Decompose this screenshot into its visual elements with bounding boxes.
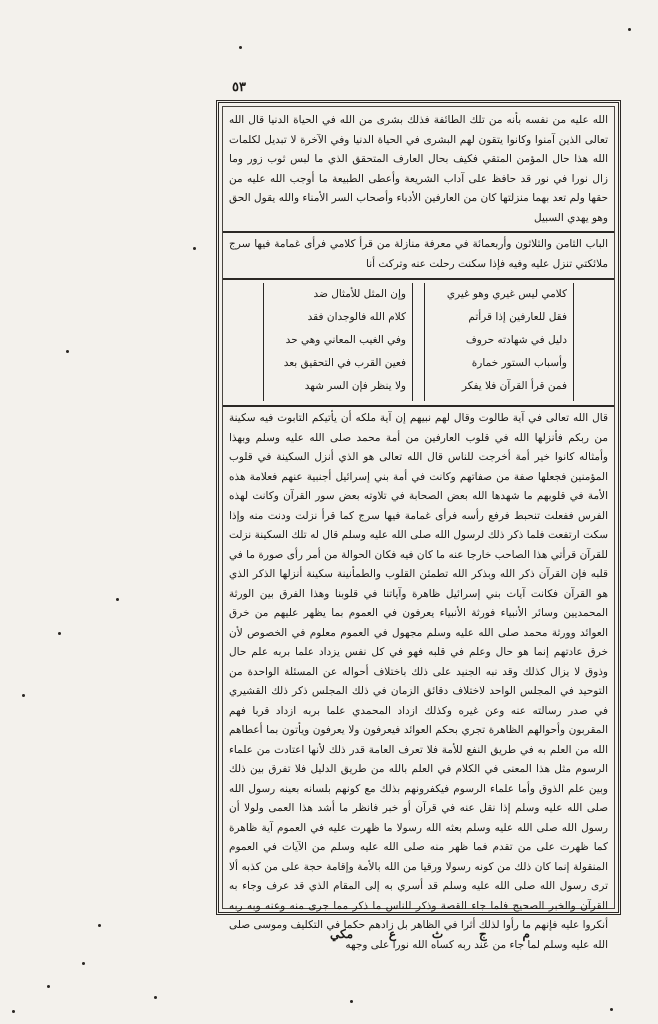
ink-speck <box>193 247 196 250</box>
verse-line: كلام الله فالوجدان فقد <box>307 311 406 323</box>
ink-speck <box>12 1010 15 1013</box>
ink-speck <box>628 28 631 31</box>
verse-line: فمن قرأ القرآن فلا يفكر <box>461 380 567 392</box>
ink-speck <box>154 996 157 999</box>
footer-mark: مكي <box>330 927 354 941</box>
poem-block <box>263 283 574 401</box>
verse-line: دليل في شهادته حروف <box>465 334 567 346</box>
page-number: ٥٣ <box>232 80 246 95</box>
footer-marks <box>330 922 530 946</box>
footer-mark: ث <box>431 927 444 941</box>
section-3-text: قال الله تعالى في آية طالوت وقال لهم نبيهم إن آية ملكه أن يأتيكم التابوت فيه سكينة من ربكم فأنزلها الله في قلوب العارفين من أمة محمد صلى الله عليه وسلم وبهذا وأمثاله كانوا خير أمة أخرجت للناس قال الله تعالى هو الذي أنزل السكينة في قلوب المؤمنين فجعلها صفة من صفاتهم وكانت في أمة بني إسرائيل أجنبية عنهم فعلامة هذه الأمة في قلوبهم ما شهدها الله بعض الصحابة في تلاوته بعض سور القرآن وكانت لهذه الفرس ففعلت تنحبط فرفع رأسه فرأى غمامة فيها سرج كما قرأ نزلت ودنت منه وإذا سكت ارتفعت فلما ذكر ذلك لرسول الله صلى الله عليه وسلم قال له تلك السكينة نزلت للقرآن قرأتي هذا الصاحب خارجا عنه ما كان فيه فكان الحوالة من أمر رأى صورة ما في قلبه فإن القرآن ذكر الله وبذكر الله تطمئن القلوب والطمأنينة سكينة أنزلها الذكر الذي هو القرآن فكانت آيات بني إسرائيل ظاهرة وآياتنا في قلوبنا وهذا الفرق بين الورثة المحمديين وسائر الأنبياء فورثة الأنبياء يعرفون في العموم بما يظهر عليهم من خرق العوائد وورثة محمد صلى الله عليه وسلم مجهول في العموم معلوم في الخصوص لأن خرق عادتهم إنما هو حال وعلم في قلبه فهو في كل نفس يزداد علما بربه علم حال وذوق لا يزال كذلك وقد نبه الجنيد على ذلك باختلاف أحواله عن المسئلة الواحدة من التوحيد في المجلس الواحد لاختلاف دقائق الزمان في ذلك المجلس ذكر ذلك القشيري في صدر رسالته عنه وعن غيره وكذلك ازداد المحمدي علما بربه ازداد قربا فهم المقربون وأحوالهم الظاهرة تجري بحكم العوائد فيعرفون ولا يعرفون ويأتون بما أعطاهم الله من العلم به في طريق النفع للأمة فلا تعرف العامة قدر ذلك لأنها اعتادت من علماء الرسوم مثل هذا المعنى في الكلام في العلم بالله من طريق الدليل فلا تفرق بين ذلك وبين علم الذوق وأما علماء الرسوم فيكفرونهم بذلك مع كونهم بلسانه بعينه رسول الله صلى الله عليه وسلم إذا نقل عنه في قرآن أو خبر فانظر ما أشد هذا العمى ولولا أن رسول الله صلى الله عليه وسلم بعثه الله رسولا ما ظهرت عليه في العموم آية ظاهرة كما ظهرت على من تقدم فما ظهر منه صلى الله عليه وسلم من الآيات في العموم المنقولة إنما كان ذلك من كونه رسولا ورقيا من الله بالأمة وإقامة حجة على من كذبه ألا ترى رسول الله صلى الله عليه وسلم قد أسري به إلى المقام الذي قد عرف وجاء به القرآن والخبر الصحيح فلما جاء القصة وذكر للناس ما ذكر مما جرى منه وعنه وبه ربه أنكروا عليه فإنهم ما رأوا لذلك أثرا في الظاهر بل زادهم حكما في التكليف وموسى صلى الله عليه وسلم لما جاء من عند ربه كساه الله نورا على وجهه <box>229 412 608 951</box>
section-divider <box>223 405 614 407</box>
poem-right-column <box>424 283 574 401</box>
verse-line: ولا ينظر فإن السر شهد <box>304 380 406 392</box>
footer-mark: ج <box>478 927 487 941</box>
ink-speck <box>350 1000 353 1003</box>
ink-speck <box>22 694 25 697</box>
section-1-text: الله عليه من نفسه بأنه من تلك الطائفة فذلك بشرى من الله في الحياة الدنيا قال الله تعالى الذين آمنوا وكانوا يتقون لهم البشرى في الحياة الدنيا وفي الآخرة لا تبديل لكلمات الله هذا حال المؤمن المتقي فكيف بحال العارف المتحقق الذي ما لبس ثوب زور وما زال نورا في نور قد حافظ على آداب الشريعة وأعطى الطبيعة ما أوجب الله عليه من حقها ولم تعد بهما منزلتها كان من العارفين الأدباء وأصحاب السر الأمناء والله يقول الحق وهو يهدي السبيل <box>229 114 608 224</box>
ink-speck <box>239 46 242 49</box>
ink-speck <box>58 632 61 635</box>
section-divider <box>223 278 614 280</box>
verse-line: فعين القرب في التحقيق بعد <box>283 357 406 369</box>
footer-mark: م <box>522 927 530 941</box>
ink-speck <box>610 1008 613 1011</box>
ink-speck <box>47 985 50 988</box>
ink-speck <box>98 924 101 927</box>
verse-line: وإن المثل للأمثال ضد <box>313 288 406 300</box>
ink-speck <box>66 350 69 353</box>
verse-line: وفي الغيب المعاني وهي حد <box>285 334 406 346</box>
ink-speck <box>82 962 85 965</box>
verse-line: وأسباب الستور خمارة <box>471 357 567 369</box>
chapter-heading: الباب الثامن والثلاثون وأربعمائة في معرفة منازلة من قرأ كلامي فرأى غمامة فيها سرج ملائكتي تنزل عليه وفيه فإذا سكنت رحلت عنه وتركت أنا <box>229 238 608 270</box>
verse-line: كلامي ليس غيري وهو غيري <box>446 288 567 300</box>
section-divider <box>223 231 614 233</box>
footer-mark: ع <box>388 927 397 941</box>
poem-left-column <box>263 283 413 401</box>
ink-speck <box>116 598 119 601</box>
verse-line: فقل للعارفين إذا قرأتم <box>468 311 567 323</box>
